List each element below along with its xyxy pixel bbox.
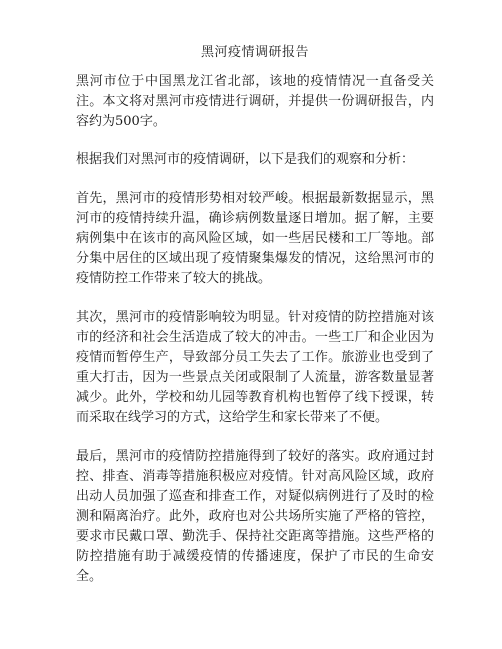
paragraph-final-point: 最后，黑河市的疫情防控措施得到了较好的落实。政府通过封控、排查、消毒等措施积极应对疫情。针对高风险区域，政府出动人员加强了巡查和排查工作，对疑似病例进行了及时的检测和隔离治疗。此外，政府也对公共场所实施了严格的管控，要求市民戴口罩、勤洗手、保持社交距离等措施。这些严格的防控措施有助于减缓疫情的传播速度，保护了市民的生命安全。 — [76, 449, 434, 584]
paragraph-second-point: 其次，黑河市的疫情影响较为明显。针对疫情的防控措施对该市的经济和社会生活造成了较大的冲击。一些工厂和企业因为疫情而暂停生产，导致部分员工失去了工作。旅游业也受到了重大打击，因为一些景点关闭或限制了人流量，游客数量显著减少。此外，学校和幼儿园等教育机构也暂停了线下授课，转而采取在线学习的方式，这给学生和家长带来了不便。 — [76, 310, 434, 425]
paragraph-intro: 黑河市位于中国黑龙江省北部，该地的疫情情况一直备受关注。本文将对黑河市疫情进行调研，并提供一份调研报告，内容约为500字。 — [76, 74, 434, 129]
paragraph-lead-in: 根据我们对黑河市的疫情调研，以下是我们的观察和分析： — [76, 152, 415, 167]
paragraph-first-point: 首先，黑河市的疫情形势相对较严峻。根据最新数据显示，黑河市的疫情持续升温，确诊病例数量逐日增加。据了解，主要病例集中在该市的高风险区域，如一些居民楼和工厂等地。部分集中居住的区域出现了疫情聚集爆发的情况，这给黑河市的疫情防控工作带来了较大的挑战。 — [76, 191, 434, 286]
document-title: 黑河疫情调研报告 — [200, 45, 309, 60]
